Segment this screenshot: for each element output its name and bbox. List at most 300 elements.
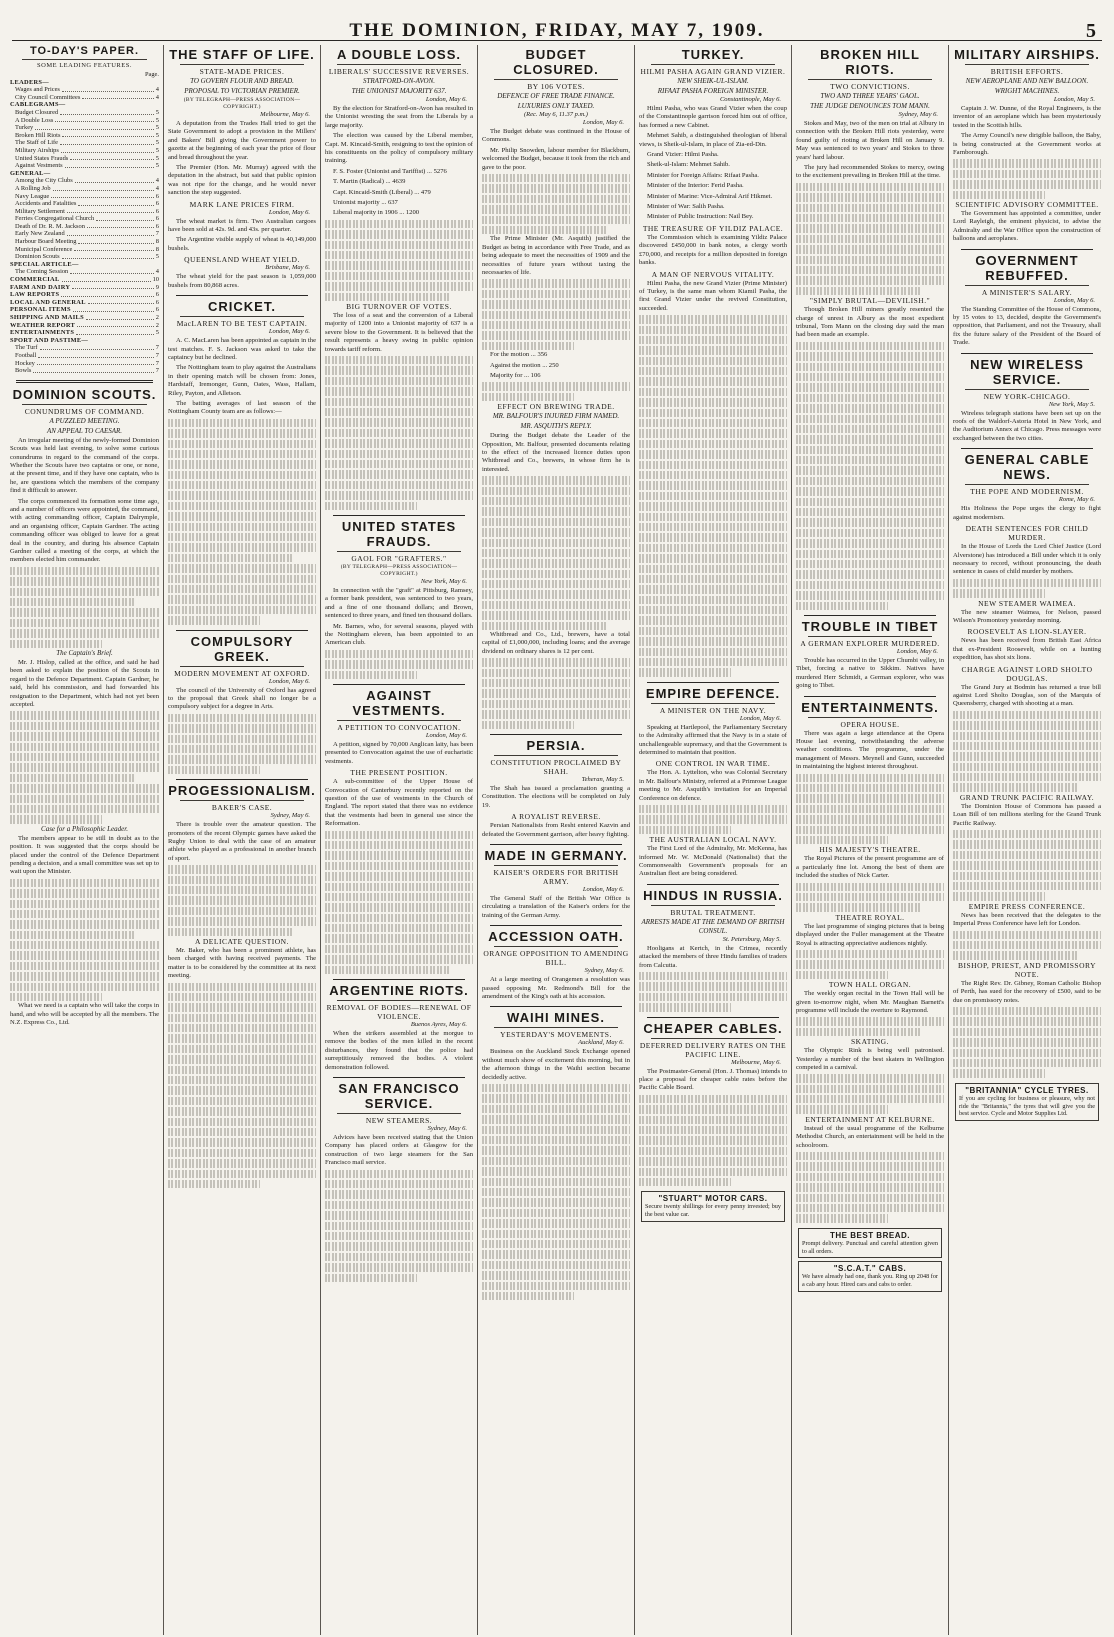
headline: EMPIRE DEFENCE. xyxy=(645,685,781,701)
dateline: London, May 6. xyxy=(582,886,624,894)
index-entry-page: 5 xyxy=(155,253,159,261)
paragraph: A sub-committee of the Upper House of Convocation of Canterbury recently reported on the question of the use of vestments in the Church of England. The report stated that there was no evidence that the vestments had been in general use since the Reformation. xyxy=(325,778,473,828)
subheading: STATE-MADE PRICES. xyxy=(199,67,285,76)
column-7 xyxy=(948,45,1105,1635)
paragraph: The loss of a seat and the conversion of a Liberal majority of 1200 into a Unionist majority of 637 is a severe blow to the Government. It is believed that the result represents a heavy swing in public opinion towards tariff reform. xyxy=(325,312,473,353)
subheading: THE PRESENT POSITION. xyxy=(350,768,448,778)
paragraph: Advices have been received stating that the Union Company has placed orders at Glasgow for the construction of two large steamers for the San Francisco mail service. xyxy=(325,1134,473,1167)
column-1 xyxy=(6,45,163,1635)
paragraph: When the strikers assembled at the morgue to remove the bodies of the men killed in the recent disturbances, they found that the police had surreptitiously removed the bodies. A violent demonstration followed. xyxy=(325,1030,473,1071)
index-entry-page: 5 xyxy=(155,124,159,132)
headline: MILITARY AIRSHIPS. xyxy=(954,47,1100,62)
index-entry-page: 6 xyxy=(155,222,159,230)
subheading: THE UNIONIST MAJORITY 637. xyxy=(351,87,447,95)
index-entry xyxy=(10,360,159,368)
index-entry-page: 4 xyxy=(155,93,159,101)
paragraph: Stokes and May, two of the men on trial at Albury in connection with the Broken Hill riots yesterday, were found guilty of rioting at Broken Hill on January 9. May was sentenced to two years' and Stokes to three years' hard labour. xyxy=(796,120,944,161)
index-entry-page: 4 xyxy=(155,86,159,94)
index-entry-page: 2 xyxy=(155,314,159,321)
paragraph: The members appear to be still in doubt as to the position. It was suggested that the corps should be placed under the control of the Defence Department pending a decision, and a small committee was set up to wait upon the Minister. xyxy=(10,834,159,876)
paragraph: A deputation from the Trades Hall tried to get the State Government to adopt a provision in the Millers' and Bakers' Bill giving the Government power to gazette at the beginning of each year the price of flour and bread throughout the year. xyxy=(168,120,316,161)
dateline: London, May 6. xyxy=(268,328,310,336)
paragraph: The Hon. A. Lyttelton, who was Colonial Secretary in Mr. Balfour's Ministry, referred at a Primrose League meeting to Mr. Asquith's invitation for an Imperial Conference on defence. xyxy=(639,769,787,802)
advertisement xyxy=(641,1191,785,1222)
index-entry-label: Ferries Congregational Church xyxy=(15,215,95,223)
index-entry-label: Military Settlement xyxy=(15,207,65,215)
subheading: ENTERTAINMENT AT KELBURNE. xyxy=(805,1114,935,1124)
subheading: BAKER'S CASE. xyxy=(211,803,273,813)
subheading: SKATING. xyxy=(851,1037,889,1047)
subheading: A MINISTER ON THE NAVY. xyxy=(659,705,767,715)
index-entry-label: The Coming Session xyxy=(15,268,69,276)
paragraph: A. C. MacLaren has been appointed as captain in the test matches. F. S. Jackson was asked to take the captaincy but he declined. xyxy=(168,337,316,361)
article-general-cable-news xyxy=(953,452,1101,1077)
subheading: YESTERDAY'S MOVEMENTS. xyxy=(500,1030,612,1040)
index-entry xyxy=(10,352,159,360)
subheading: CHARGE AGAINST LORD SHOLTO DOUGLAS. xyxy=(961,664,1093,683)
paragraph: The Olympic Rink is being well patronised. Yesterday a number of the best skaters in Wellington competed in a carnival. xyxy=(796,1047,944,1071)
headline: SAN FRANCISCO SERVICE. xyxy=(338,1081,460,1112)
subheading: NEW STEAMERS. xyxy=(365,1116,433,1126)
index-entry-label: Football xyxy=(15,351,37,359)
subheading: THE JUDGE DENOUNCES TOM MANN. xyxy=(810,102,930,110)
dateline: London, May 6. xyxy=(896,647,938,655)
paragraph: The Right Rev. Dr. Gibney, Roman Catholic Bishop of Perth, has sued for the recovery of £500, said to be due on promissory notes. xyxy=(953,979,1101,1004)
article-waihi-mines xyxy=(482,1010,630,1300)
article-military-airships xyxy=(953,47,1101,244)
subheading: BRUTAL TREATMENT. xyxy=(670,907,756,917)
subheading: ONE CONTROL IN WAR TIME. xyxy=(655,759,771,769)
index-entry-page: 4 xyxy=(155,184,159,192)
subheading: GRAND TRUNK PACIFIC RAILWAY. xyxy=(959,792,1095,802)
index-entry-label: Turkey xyxy=(15,124,34,132)
headline: PROGESSIONALISM. xyxy=(168,783,316,799)
headline: CRICKET. xyxy=(208,299,276,315)
index-entry-label: CABLEGRAMS— xyxy=(10,101,66,109)
minister-line: Minister for Foreign Affairs: Rifaat Pasha. xyxy=(647,171,759,179)
subheading: BY 106 VOTES. xyxy=(527,82,585,91)
index-entry-label: Among the City Clubs xyxy=(15,177,73,185)
paragraph: News has been received from British East Africa that ex-President Roosevelt, while on a hunting expedition, has shot six lions. xyxy=(953,637,1101,662)
ad-text: If you are cycling for business or pleasure, why not ride the "Britannia," the tyres that will give you the best service. Cycle and Motor Supplies Ltd. xyxy=(959,1094,1095,1118)
subheading: TWO CONVICTIONS. xyxy=(830,82,910,91)
subheading: ARRESTS MADE AT THE DEMAND OF BRITISH CONSUL. xyxy=(641,917,785,935)
paragraph: The corps commenced its formation some time ago, and a number of officers were appointed, the command, with acting commanding officer, Captain Dalrymple, and an organising officer, Captain Gardner. The acting commanding officer was obliged to leave for a great deal in the country, and during his absence Captain Gardner called a meeting of the corps, at which the members elected him commander. xyxy=(10,497,159,564)
index-entry xyxy=(10,223,159,231)
subheading: DEFERRED DELIVERY RATES ON THE PACIFIC LINE. xyxy=(639,1040,787,1059)
paragraph: The Nottingham team to play against the Australians in their opening match will be chosen from: Jones, Hardstaff, Iremonger, Gunn, Oates, Wass, Hallam, Riley, Payton, and Alletson. xyxy=(168,364,316,397)
dateline: London, May 6. xyxy=(739,714,781,722)
index-entry xyxy=(10,284,159,292)
index-entry xyxy=(10,246,159,254)
headline: BROKEN HILL RIOTS. xyxy=(820,47,920,77)
subheading: NEW STEAMER WAIMEA. xyxy=(978,598,1076,608)
index-entry-page: 5 xyxy=(155,131,159,139)
paragraph: The Commission which is examining Yildiz Palace discovered £450,000 in bank notes, a clergy worth £70,000, and receipts for a million deposited in foreign banks. xyxy=(639,233,787,267)
index-entry-page: 5 xyxy=(155,162,159,170)
index-entry-label: Hockey xyxy=(15,359,35,367)
article-against-vestments xyxy=(325,688,473,974)
index-entry-label: Military Airships xyxy=(15,146,59,154)
subheading: A MAN OF NERVOUS VITALITY. xyxy=(651,269,775,279)
ad-title: "STUART" MOTOR CARS. xyxy=(658,1194,768,1204)
subheading: OPERA HOUSE. xyxy=(840,719,900,729)
index-entry-page: 5 xyxy=(155,108,159,116)
subheading: THE TREASURE OF YILDIZ PALACE. xyxy=(642,223,784,233)
headline: CHEAPER CABLES. xyxy=(643,1020,783,1036)
headline: COMPULSORY GREEK. xyxy=(190,633,294,664)
subheading: QUEENSLAND WHEAT YIELD. xyxy=(184,255,300,265)
headline: UNITED STATES FRAUDS. xyxy=(341,518,457,549)
subheading: The Captain's Brief. xyxy=(56,648,113,657)
article-double-loss xyxy=(325,47,473,510)
dateline: New York, May 6. xyxy=(420,577,467,585)
index-entry-label: SPECIAL ARTICLE— xyxy=(10,260,79,268)
subheading: "SIMPLY BRUTAL—DEVILISH." xyxy=(809,296,931,306)
index-entry xyxy=(10,299,159,307)
page-number: 5 xyxy=(1086,20,1096,42)
index-entry-page: 5 xyxy=(155,154,159,162)
dateline: St. Petersburg, May 5. xyxy=(722,935,781,943)
article-entertainments xyxy=(796,700,944,1223)
index-page-head xyxy=(10,71,159,79)
paragraph: The Postmaster-General (Hon. J. Thomas) intends to place a proposal for cheaper cable rates before the Pacific Cable Board. xyxy=(639,1067,787,1092)
dateline: London, May 6. xyxy=(268,208,310,216)
subheading: A PETITION TO CONVOCATION. xyxy=(337,722,461,732)
dateline: Sydney, May 6. xyxy=(270,812,310,820)
index-entry-page: 6 xyxy=(155,207,159,215)
article-budget-closured xyxy=(482,47,630,729)
index-entry-label: Accidents and Fatalities xyxy=(15,200,77,208)
subheading: THE POPE AND MODERNISM. xyxy=(970,487,1084,497)
index-entry-page: 7 xyxy=(155,230,159,238)
subheading: DEFENCE OF FREE TRADE FINANCE. xyxy=(497,92,615,100)
paragraph: Wireless telegraph stations have been set up on the roofs of the Waldorf-Astoria Hotel in New York, and the Auditorium Annex at Chicago. Press messages were exchanged between the two cities. xyxy=(953,409,1101,442)
index-entry-page: 7 xyxy=(155,359,159,367)
index-entry xyxy=(10,314,159,322)
index-entry-label: The Staff of Life xyxy=(15,139,59,147)
dateline: London, May 6. xyxy=(425,731,467,739)
subheading: ROOSEVELT AS LION-SLAYER. xyxy=(967,627,1087,637)
paragraph: The last programme of singing pictures that is being displayed under the Fuller management at the Theatre Royal is attracting appreciative audiences nightly. xyxy=(796,922,944,947)
index-entry xyxy=(10,253,159,261)
index-entry xyxy=(10,261,159,269)
index-entry xyxy=(10,139,159,147)
headline: GENERAL CABLE NEWS. xyxy=(964,452,1090,483)
paragraph: A petition, signed by 70,000 Anglican laity, has been presented to Convocation against the use of eucharistic vestments. xyxy=(325,740,473,765)
index-entry-label: Against Vestments xyxy=(15,162,63,170)
minister-line: Minister of the Interior: Ferid Pasha. xyxy=(647,182,744,190)
index-entry-label: A Double Loss xyxy=(15,116,54,124)
subheading: NEW AEROPLANE AND NEW BALLOON. xyxy=(965,77,1089,85)
index-entry-label: PERSONAL ITEMS xyxy=(10,306,71,314)
subheading: HILMI PASHA AGAIN GRAND VIZIER. xyxy=(640,67,786,76)
index-entry-page: 7 xyxy=(155,344,159,352)
subheading: A MINISTER'S SALARY. xyxy=(981,287,1073,297)
index-entry-label: LEADERS— xyxy=(10,78,49,86)
paragraph: By the election for Stratford-on-Avon has resulted in the Unionist wresting the seat from the Liberals by a large majority. xyxy=(325,105,473,129)
index-entry-label: ENTERTAINMENTS xyxy=(10,329,75,337)
headline: A DOUBLE LOSS. xyxy=(336,47,462,62)
index-entry xyxy=(10,109,159,117)
index-entry-page: 6 xyxy=(155,291,159,299)
paragraph: An irregular meeting of the newly-formed Dominion Scouts was held last evening, to solve some curious conundrums in regard to the command of the corps. Whether the Scouts have two captains or one, or none, at the present time, and if they have one captain, who is he, are questions which the members of the company find it difficult to answer. xyxy=(10,436,159,495)
index-entry-page: 4 xyxy=(155,268,159,276)
index-entry xyxy=(10,177,159,185)
advertisement xyxy=(798,1261,942,1292)
article-san-francisco-service xyxy=(325,1081,473,1282)
paragraph: Mr. Baker, who has been a prominent athlete, has been charged with having received payments. The matter is to be considered by the committee at its next meeting. xyxy=(168,946,316,980)
subheading: CONSTITUTION PROCLAIMED BY SHAH. xyxy=(490,757,622,776)
index-entry xyxy=(10,147,159,155)
headline: ACCESSION OATH. xyxy=(488,929,624,945)
ad-text: We have already had one, thank you. Ring up 2048 for a cab any hour. Hired cars and cabs to order. xyxy=(802,1273,938,1289)
subheading: THEATRE ROYAL. xyxy=(835,912,905,922)
paragraph: The Government has appointed a committee, under Lord Rayleigh, the eminent physicist, to advise the Admiralty and the War Office upon the construction of balloons and aeroplanes. xyxy=(953,210,1101,243)
paragraph: The First Lord of the Admiralty, Mr. McKenna, has informed Mr. W. McDonald (Nationalist) that the Commonwealth Government's proposals for an Australian fleet are being considered. xyxy=(639,845,787,878)
result-line: Unionist majority ... 637 xyxy=(333,199,398,207)
index-entry-page: 10 xyxy=(152,276,159,284)
article-made-in-germany xyxy=(482,848,630,920)
index-entry xyxy=(10,79,159,87)
paragraph: During the Budget debate the Leader of the Opposition, Mr. Balfour, presented documents relating to the effect of the increased licence duties upon Whitbread and Co., brewers, in whose firm he is interested. xyxy=(482,432,630,473)
headline: PERSIA. xyxy=(526,737,586,753)
index-entry xyxy=(10,344,159,352)
subheading: Case for a Philosophic Leader. xyxy=(41,824,128,833)
subheading: TOWN HALL ORGAN. xyxy=(828,980,912,990)
index-entry-label: COMMERCIAL xyxy=(10,276,60,284)
received-line: (Rec. May 6, 11.37 p.m.) xyxy=(524,111,588,118)
article-progessionalism xyxy=(168,783,316,1188)
subheading: RIFAAT PASHA FOREIGN MINISTER. xyxy=(657,87,769,95)
index-entry-page: 5 xyxy=(155,116,159,124)
index-entry xyxy=(10,185,159,193)
paragraph: The Royal Pictures of the present programme are of a particularly fine lot. Among the best of them are included the studies of Nick Carter. xyxy=(796,855,944,880)
headline: GOVERNMENT REBUFFED. xyxy=(975,252,1079,283)
index-entry-label: Harbour Board Meeting xyxy=(15,238,77,246)
index-entry-page: 6 xyxy=(155,192,159,200)
dateline: London, May 5. xyxy=(1053,96,1095,103)
ad-text: Secure twenty shillings for every penny invested; buy the best value car. xyxy=(645,1203,781,1219)
index-entry xyxy=(10,208,159,216)
index-entry-page: 9 xyxy=(155,283,159,291)
dateline: Brisbane, May 6. xyxy=(265,264,310,272)
minister-line: Minister of War: Salih Pasha. xyxy=(647,203,725,211)
article-empire-defence xyxy=(639,686,787,879)
index-entry-label: Death of Dr. R. M. Jackson xyxy=(15,222,85,230)
paragraph: His Holiness the Pope urges the clergy to fight against modernism. xyxy=(953,505,1101,521)
headline: TURKEY. xyxy=(681,47,745,62)
subheading: A DELICATE QUESTION. xyxy=(195,936,289,946)
paragraph: There was again a large attendance at the Opera House last evening, notwithstanding the adverse weather conditions. The programme, under the management of Messrs. Meynell and Gunn, succeeded in maintaining the highest interest throughout. xyxy=(796,729,944,771)
ad-text: Prompt delivery. Punctual and careful attention given to all orders. xyxy=(802,1239,938,1255)
subheading: STRATFORD-ON-AVON. xyxy=(362,77,436,85)
newspaper-title: THE DOMINION, FRIDAY, MAY 7, 1909. xyxy=(349,20,765,41)
index-entry xyxy=(10,132,159,140)
dateline: Constantinople, May 6. xyxy=(719,96,781,103)
minister-line: Minister of Public Instruction: Nail Bey. xyxy=(647,213,754,221)
index-entry-page: 8 xyxy=(155,238,159,246)
subheading: GAOL FOR "GRAFTERS." xyxy=(351,553,447,563)
subheading: MODERN MOVEMENT AT OXFORD. xyxy=(174,668,310,678)
subheading: TO GOVERN FLOUR AND BREAD. xyxy=(190,77,294,85)
article-staff-of-life xyxy=(168,47,316,290)
subheading: MacLAREN TO BE TEST CAPTAIN. xyxy=(176,319,308,329)
index-entry-page: 7 xyxy=(155,367,159,375)
headline: HINDUS IN RUSSIA. xyxy=(643,887,783,903)
index-entry-page: 6 xyxy=(155,298,159,306)
subheading: MR. BALFOUR'S INJURED FIRM NAMED. xyxy=(492,412,620,421)
paragraph: The Grand Jury at Bodmin has returned a true bill against Lord Sholto Douglas, son of the Marquis of Queensberry, charged with shooting at a man. xyxy=(953,683,1101,708)
paragraph: In connection with the "graft" at Pittsburg, Ramsey, a former bank president, was sentenced to two years, and a fine of one thousand dollars; and Brown, sentenced to three years, and fined ten thousand dollars. xyxy=(325,586,473,620)
result-line: Capt. Kincaid-Smith (Liberal) ... 479 xyxy=(333,188,431,196)
vote-line: Against the motion ... 250 xyxy=(490,361,559,369)
index-entry-label: Early New Zealand xyxy=(15,230,65,238)
subheading: PROPOSAL TO VICTORIAN PREMIER. xyxy=(184,87,300,95)
dateline: Sydney, May 6. xyxy=(898,111,938,118)
index-entry xyxy=(10,101,159,109)
paragraph: Trouble has occurred in the Upper Chumbi valley, in Tibet, forcing a native to Sikkim. Natives have murdered Herr Schmidt, a German explorer, who was going to Tibet. xyxy=(796,656,944,690)
subheading: DEATH SENTENCES FOR CHILD MURDER. xyxy=(965,524,1089,543)
index-entry-label: Dominion Scouts xyxy=(15,253,60,261)
headline: NEW WIRELESS SERVICE. xyxy=(970,356,1084,387)
subheading: TWO AND THREE YEARS' GAOL. xyxy=(820,92,920,100)
index-entry-label: FARM AND DAIRY xyxy=(10,283,71,291)
ad-title: "BRITANNIA" CYCLE TYRES. xyxy=(965,1085,1089,1095)
columns xyxy=(6,45,1108,1635)
index-entry-label: Navy League xyxy=(15,192,50,200)
article-us-frauds xyxy=(325,519,473,679)
index-entry-page: 6 xyxy=(155,306,159,314)
index-entry-label: Bowls xyxy=(15,367,32,375)
subheading: AN APPEAL TO CAESAR. xyxy=(46,426,123,435)
index-entry xyxy=(10,162,159,170)
paragraph: Hilmi Pasha, who was Grand Vizier when the coup of the Constantinople garrison forced him out of office, has formed a new Cabinet. xyxy=(639,105,787,129)
index-entry-label: SHIPPING AND MAILS xyxy=(10,314,84,321)
paragraph: Hilmi Pasha, the new Grand Vizier (Prime Minister) of Turkey, is the same man whom Kiamil Pasha, the first Grand Vizier under the revived Constitution, succeeded. xyxy=(639,279,787,312)
index-entry xyxy=(10,94,159,102)
rule xyxy=(22,59,147,60)
headline: DOMINION SCOUTS. xyxy=(12,386,157,402)
index-entry xyxy=(10,124,159,132)
subheading: BRITISH EFFORTS. xyxy=(990,67,1064,76)
index-entry xyxy=(10,230,159,238)
vote-line: For the motion ... 356 xyxy=(490,351,548,359)
index-entry-page: 4 xyxy=(155,177,159,185)
subheading: ORANGE OPPOSITION TO AMENDING BILL. xyxy=(483,949,629,968)
result-line: F. S. Foster (Unionist and Tariffist) ... 5276 xyxy=(333,167,447,175)
article-hindus-in-russia xyxy=(639,888,787,1012)
subheading: REMOVAL OF BODIES—RENEWAL OF VIOLENCE. xyxy=(326,1003,472,1022)
index-entry-label: A Rolling Job xyxy=(15,184,51,192)
subheading: SCIENTIFIC ADVISORY COMMITTEE. xyxy=(955,200,1099,209)
result-line: Liberal majority in 1906 ... 1200 xyxy=(333,209,420,217)
index-page-label: Page. xyxy=(144,71,159,78)
article-cheaper-cables xyxy=(639,1021,787,1187)
ad-title: THE BEST BREAD. xyxy=(830,1230,910,1240)
subheading: EMPIRE PRESS CONFERENCE. xyxy=(968,901,1086,911)
minister-line: Grand Vizier: Hilmi Pasha. xyxy=(647,151,719,159)
paragraph: There is trouble over the amateur question. The promoters of the recent Olympic games have asked the Rugby Union to deal with the case of an amateur athlete who played as a professional in another branch of sport. xyxy=(168,821,316,862)
paragraph: The jury had recommended Stokes to mercy, owing to the excitement prevailing in Broken Hill at the time. xyxy=(796,164,944,180)
article-argentine-riots xyxy=(325,983,473,1072)
dateline: Teheran, May 5. xyxy=(581,775,624,783)
advertisement xyxy=(955,1083,1099,1121)
paragraph: Whitbread and Co., Ltd., brewers, have a total capital of £1,000,000, including loans; and the average dividend on ordinary shares is 12 per cent. xyxy=(482,631,630,655)
paragraph: Mr. Philip Snowden, labour member for Blackburn, welcomed the Budget, because it took from the rich and gave to the poor. xyxy=(482,146,630,171)
article-scouts xyxy=(10,387,159,1028)
index-entry xyxy=(10,367,159,375)
index-entry-page: 8 xyxy=(155,245,159,253)
subheading: KAISER'S ORDERS FOR BRITISH ARMY. xyxy=(493,868,619,887)
dateline: Sydney, May 6. xyxy=(584,967,624,975)
minister-line: Sheik-ul-Islam: Mehmet Sahib. xyxy=(647,161,730,169)
index-entry xyxy=(10,291,159,299)
index-entry-label: The Turf xyxy=(15,344,38,352)
index-entry xyxy=(10,200,159,208)
subheading: MARK LANE PRICES FIRM. xyxy=(189,199,295,209)
index-entry-label: GENERAL— xyxy=(10,169,51,177)
headline: MADE IN GERMANY. xyxy=(484,848,628,864)
subheading: CONUNDRUMS OF COMMAND. xyxy=(24,406,145,416)
paragraph: Though Broken Hill miners greatly resented the charge of unrest in Albury as the most expedient tribunal, Tom Mann on the closing day said the man had been made an example. xyxy=(796,306,944,339)
paragraph: The General Staff of the British War Office is circulating a translation of the Kaiser's orders for the training of the German Army. xyxy=(482,895,630,919)
vote-line: Majority for ... 106 xyxy=(490,371,541,379)
index-title: TO-DAY'S PAPER. xyxy=(29,45,140,57)
index-entry-page: 6 xyxy=(155,215,159,223)
subheading: BISHOP, PRIEST, AND PROMISSORY NOTE. xyxy=(957,960,1097,979)
subheading: A GERMAN EXPLORER MURDERED. xyxy=(800,638,940,648)
headline: TROUBLE IN TIBET xyxy=(801,618,939,634)
paragraph: Business on the Auckland Stock Exchange opened without much show of excitement this morning, but in the afternoon things in the Waihi section became decidedly active. xyxy=(482,1048,630,1081)
index-entry xyxy=(10,268,159,276)
index-entry xyxy=(10,170,159,178)
dateline: London, May 6. xyxy=(1053,296,1095,304)
index-subtitle: SOME LEADING FEATURES. xyxy=(37,62,132,69)
subheading: EFFECT ON BREWING TRADE. xyxy=(497,402,615,412)
index-entry-label: Budget Closured xyxy=(15,108,59,116)
index-entry xyxy=(10,329,159,337)
divider xyxy=(16,380,153,383)
index-entry-label: LAW REPORTS xyxy=(10,291,60,299)
ad-title: "S.C.A.T." CABS. xyxy=(833,1264,907,1274)
paragraph: The election was caused by the Liberal member, Capt. M. Kincaid-Smith, resigning to test the opinion of his constituents on the policy of compulsory military training. xyxy=(325,132,473,165)
index-entry-page: 7 xyxy=(155,351,159,359)
subheading: WRIGHT MACHINES. xyxy=(994,87,1060,95)
subheading: NEW YORK-CHICAGO. xyxy=(983,391,1071,401)
index-entry xyxy=(10,117,159,125)
headline: ENTERTAINMENTS. xyxy=(801,699,939,715)
headline: ARGENTINE RIOTS. xyxy=(329,983,469,999)
paragraph: The weekly organ recital in the Town Hall will be given to-morrow night, when Mr. Maughan Barnett's programme will include the overture to Raymond. xyxy=(796,990,944,1014)
index-entry-page: 5 xyxy=(155,146,159,154)
index-entry xyxy=(10,155,159,163)
subheading: A PUZZLED MEETING. xyxy=(49,416,120,425)
index-entry xyxy=(10,193,159,201)
headline: WAIHI MINES. xyxy=(507,1010,605,1026)
headline: AGAINST VESTMENTS. xyxy=(352,687,446,718)
masthead xyxy=(12,0,1102,41)
paragraph: Captain J. W. Dunne, of the Royal Engineers, is the inventor of an aeroplane which has been mysteriously tested in the Scottish hills. xyxy=(953,105,1101,129)
column-5 xyxy=(634,45,791,1635)
paragraph: Persian Nationalists from Resht entered Kazvin and defeated the Government garrison, after heavy fighting. xyxy=(482,822,630,838)
subheading: A ROYALIST REVERSE. xyxy=(511,812,601,822)
index-box xyxy=(10,45,159,375)
index-entry-label: Broken Hill Riots xyxy=(15,131,61,139)
paragraph: The wheat yield for the past season is 1,059,000 bushels from 80,868 acres. xyxy=(168,273,316,289)
paragraph: Hooligans at Kertch, in the Crimea, recently attacked the members of three Hindu families of traders from Calcutta. xyxy=(639,944,787,969)
subheading: THE AUSTRALIAN LOCAL NAVY. xyxy=(649,835,777,845)
